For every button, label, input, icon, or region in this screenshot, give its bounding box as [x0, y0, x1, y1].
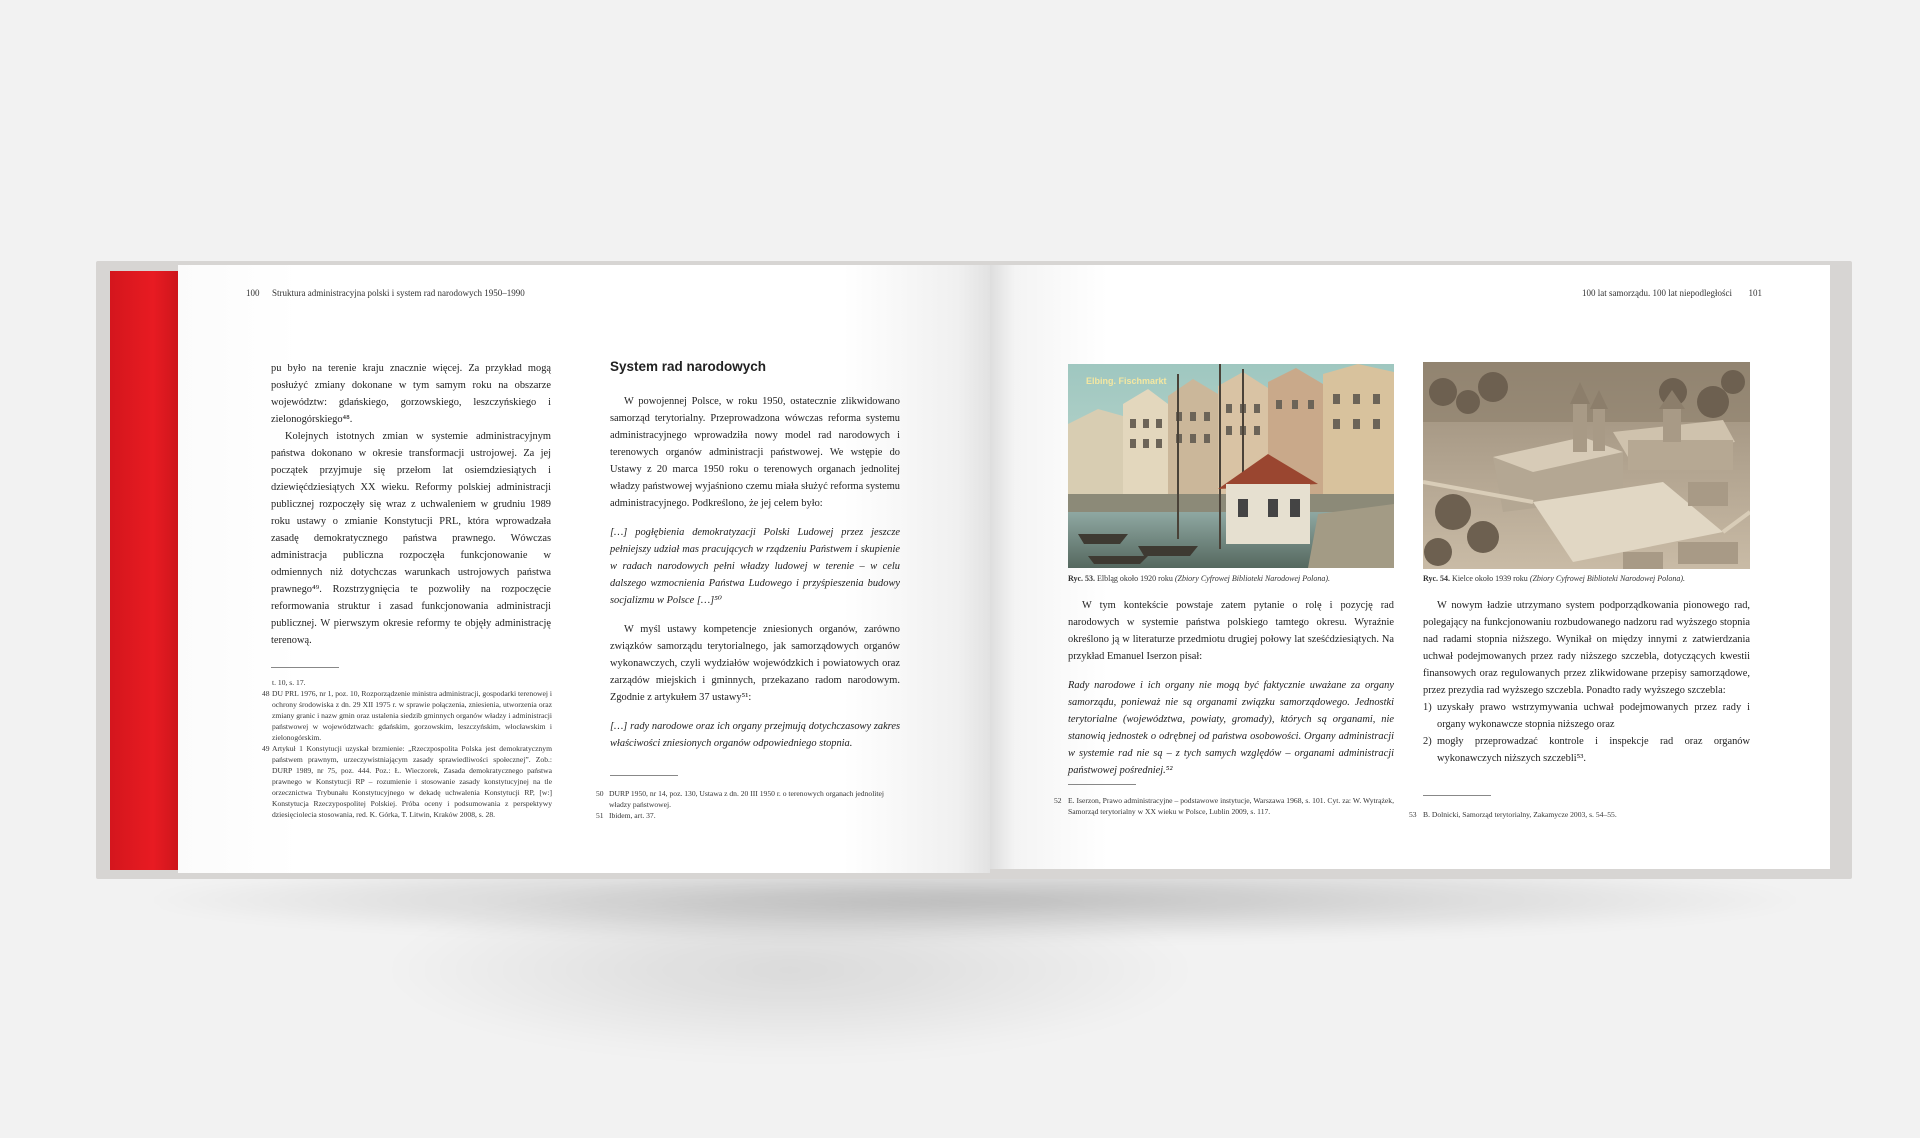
footnote-rule — [1423, 795, 1491, 796]
footnote: 50 DURP 1950, nr 14, poz. 130, Ustawa z dn. 20 III 1950 r. o terenowych organach jednolitej władzy państwowej. — [596, 789, 885, 809]
right-page — [990, 265, 1830, 869]
footnote: 49 Artykuł 1 Konstytucji uzyskał brzmienie: „Rzeczpospolita Polska jest demokratycznym państwem prawnym, urzeczywistniającym zasady sprawiedliwości społecznej”. Zob.: DURP 1989, nr 75, poz. 444. Poz.: Ł. Wieczorek, Zasada demokratycznego państwa prawnego w Konstytucji RP – rozumienie i stosowanie zasady konstytucyjnej na tle orzecznictwa Trybunału Konstytucyjnego w dekadę uchwalenia Konstytucji RP, [w:] Konstytucja Rzeczypospolitej Polskiej. Próba oceny i podsumowania z perspektywy dziesięciolecia stosowania, red. K. Górka, T. Litwin, Kraków 2008, s. 28. — [262, 744, 552, 819]
photo-kielce — [1423, 362, 1750, 569]
right-page-number: 101 — [1748, 288, 1762, 298]
block-quote: Rady narodowe i ich organy nie mogą być faktycznie uważane za organy samorządu, ponieważ nie są organami związku samorządowego. Jednostki terytorialne (województwa, powiaty, gromady), których są organami, nie stanowią jednostek o odrębnej od państwa osobowości. Organy administracji w systemie rad nie są – z tych samych względów – organami administracji państwowej pośredniej.⁵² — [1068, 680, 1394, 776]
caption-photo-1: Ryc. 53. Elbląg około 1920 roku (Zbiory Cyfrowej Biblioteki Narodowej Polona). — [1068, 574, 1330, 583]
middle-column-text — [610, 393, 900, 752]
paragraph: W tym kontekście powstaje zatem pytanie o rolę i pozycję rad narodowych w systemie państwa polskiego tamtego okresu. Wyraźnie określono ją w literaturze przedmiotu drugiej połowy lat sześćdziesiątych. Na przykład Emanuel Iserzon pisał: — [1068, 600, 1394, 662]
left-column-text — [271, 360, 551, 649]
right-running-head: 100 lat samorządu. 100 lat niepodległości — [1582, 288, 1732, 298]
photo-elblag — [1068, 364, 1394, 568]
footnote: t. 10, s. 17. — [272, 678, 306, 687]
right-column-1-text — [1068, 597, 1394, 779]
paragraph: W nowym ładzie utrzymano system podporządkowania pionowego rad, polegający na funkcjonowaniu rozbudowanego nadzoru rad wyższego stopnia nad radami stopnia niższego. Wynikał on między innymi z zatwierdzania uchwał podejmowanych przez rady niższego szczebla, dotyczących kwestii finansowych oraz regulowanych przez zlikwidowane przepisy samorządowe, przez prezydia rad wyższego szczebla. Ponadto rady wyższego szczebla: — [1423, 600, 1750, 696]
paragraph: W powojennej Polsce, w roku 1950, ostatecznie zlikwidowano samorząd terytorialny. Przeprowadzona wówczas reforma systemu administracyjnego wprowadziła nowy model rad narodowych i terenowych organów administracji państwowej. We wstępie do Ustawy z 20 marca 1950 roku o terenowych organach jednolitej władzy państwowej wyjaśniono czemu miała służyć reforma systemu administracyjnego. Podkreślono, że jej celem było: — [610, 396, 900, 509]
section-heading: System rad narodowych — [610, 359, 767, 374]
red-cover-flap — [110, 271, 182, 870]
middle-column-footnotes — [596, 788, 900, 821]
left-page-number: 100 — [246, 288, 260, 298]
footnote: 51 Ibidem, art. 37. — [596, 811, 656, 820]
left-running-head: Struktura administracyjna polski i system rad narodowych 1950–1990 — [272, 288, 525, 298]
list-item: 2) mogły przeprowadzać kontrole i inspekcje rad oraz organów wykonawczych niższych szczebli⁵³. — [1423, 736, 1750, 764]
numbered-list — [1423, 699, 1750, 767]
list-item: 1) uzyskały prawo wstrzymywania uchwał podejmowanych przez rady i organy wykonawcze stopnia niższego oraz — [1423, 702, 1750, 730]
postcard-overprint: Elbing. Fischmarkt — [1086, 376, 1167, 386]
footnote-rule — [271, 667, 339, 668]
paragraph: W myśl ustawy kompetencje zniesionych organów, zarówno związków samorządu terytorialnego, jak samorządowych organów wykonawczych, czyli wydziałów wojewódzkich i powiatowych oraz zarządów miejskich i gminnych, przekazano radom narodowym. Zgodnie z artykułem 37 ustawy⁵¹: — [610, 624, 900, 703]
left-column-footnotes — [262, 677, 552, 820]
caption-photo-2: Ryc. 54. Kielce około 1939 roku (Zbiory Cyfrowej Biblioteki Narodowej Polona). — [1423, 574, 1685, 583]
left-page — [178, 265, 990, 873]
right-header — [1582, 288, 1762, 298]
paragraph: Kolejnych istotnych zmian w systemie administracyjnym państwa dokonano w okresie transformacji ustrojowej. Za jej początek przyjmuje się przełom lat osiemdziesiątych i dziewięćdziesiątych XX wieku. Reformy polskiej administracji publicznej rozpoczęły się wraz z uchwaleniem w grudniu 1989 roku ustawy o zmianie Konstytucji PRL, która wprowadzała zasadę demokratycznego państwa prawnego. Wówczas administracja publiczna rozpoczęła funkcjonowanie w odmiennych niż dotychczas warunkach ustrojowych państwa prawnego⁴⁹. Rozstrzygnięcia te pozwoliły na rozpoczęcie reformowania struktur i zasad funkcjonowania administracji publicznej. W pierwszym okresie reformy te objęły administrację terenową. — [271, 431, 551, 646]
footnote: 52 E. Iserzon, Prawo administracyjne – podstawowe instytucje, Warszawa 1968, s. 101. Cyt. za: W. Wytrążek, Samorząd terytorialny w XX wieku w Polsce, Lublin 2009, s. 117. — [1054, 796, 1394, 816]
footnote-rule — [610, 775, 678, 776]
paragraph: pu było na terenie kraju znacznie więcej. Za przykład mogą posłużyć zmiany dokonane w tym samym roku na obszarze województw: gdańskiego, gorzowskiego, leszczyńskiego i zielonogórskiego⁴⁸. — [271, 363, 551, 425]
block-quote: […] pogłębienia demokratyzacji Polski Ludowej przez jeszcze pełniejszy udział mas pracujących w rządzeniu Państwem i skupienie w radach narodowych pełni władzy ludowej w terenie – w celu dalszego wzmocnienia Państwa Ludowego i przyśpieszenia budowy socjalizmu w Polsce […]⁵⁰ — [610, 527, 900, 606]
right-column-2-text — [1423, 597, 1750, 767]
block-quote: […] rady narodowe oraz ich organy przejmują dotychczasowy zakres właściwości zniesionych organów odpowiedniego stopnia. — [610, 721, 900, 749]
kielce-aerial-image — [1423, 362, 1750, 569]
footnote: 53 B. Dolnicki, Samorząd terytorialny, Zakamycze 2003, s. 54–55. — [1409, 810, 1617, 819]
footnote-rule — [1068, 784, 1136, 785]
elblag-postcard-image — [1068, 364, 1394, 568]
footnote: 48 DU PRL 1976, nr 1, poz. 10, Rozporządzenie ministra administracji, gospodarki terenowej i ochrony środowiska z dn. 29 XII 1975 r. w sprawie połączenia, zniesienia, utworzenia oraz zmiany granic i nazw gmin oraz ustalenia siedzib gminnych organów władzy i administracji państwowej w województwach: gdańskim, gorzowskim, leszczyńskim, włocławskim i zielonogórskim. — [262, 689, 552, 742]
